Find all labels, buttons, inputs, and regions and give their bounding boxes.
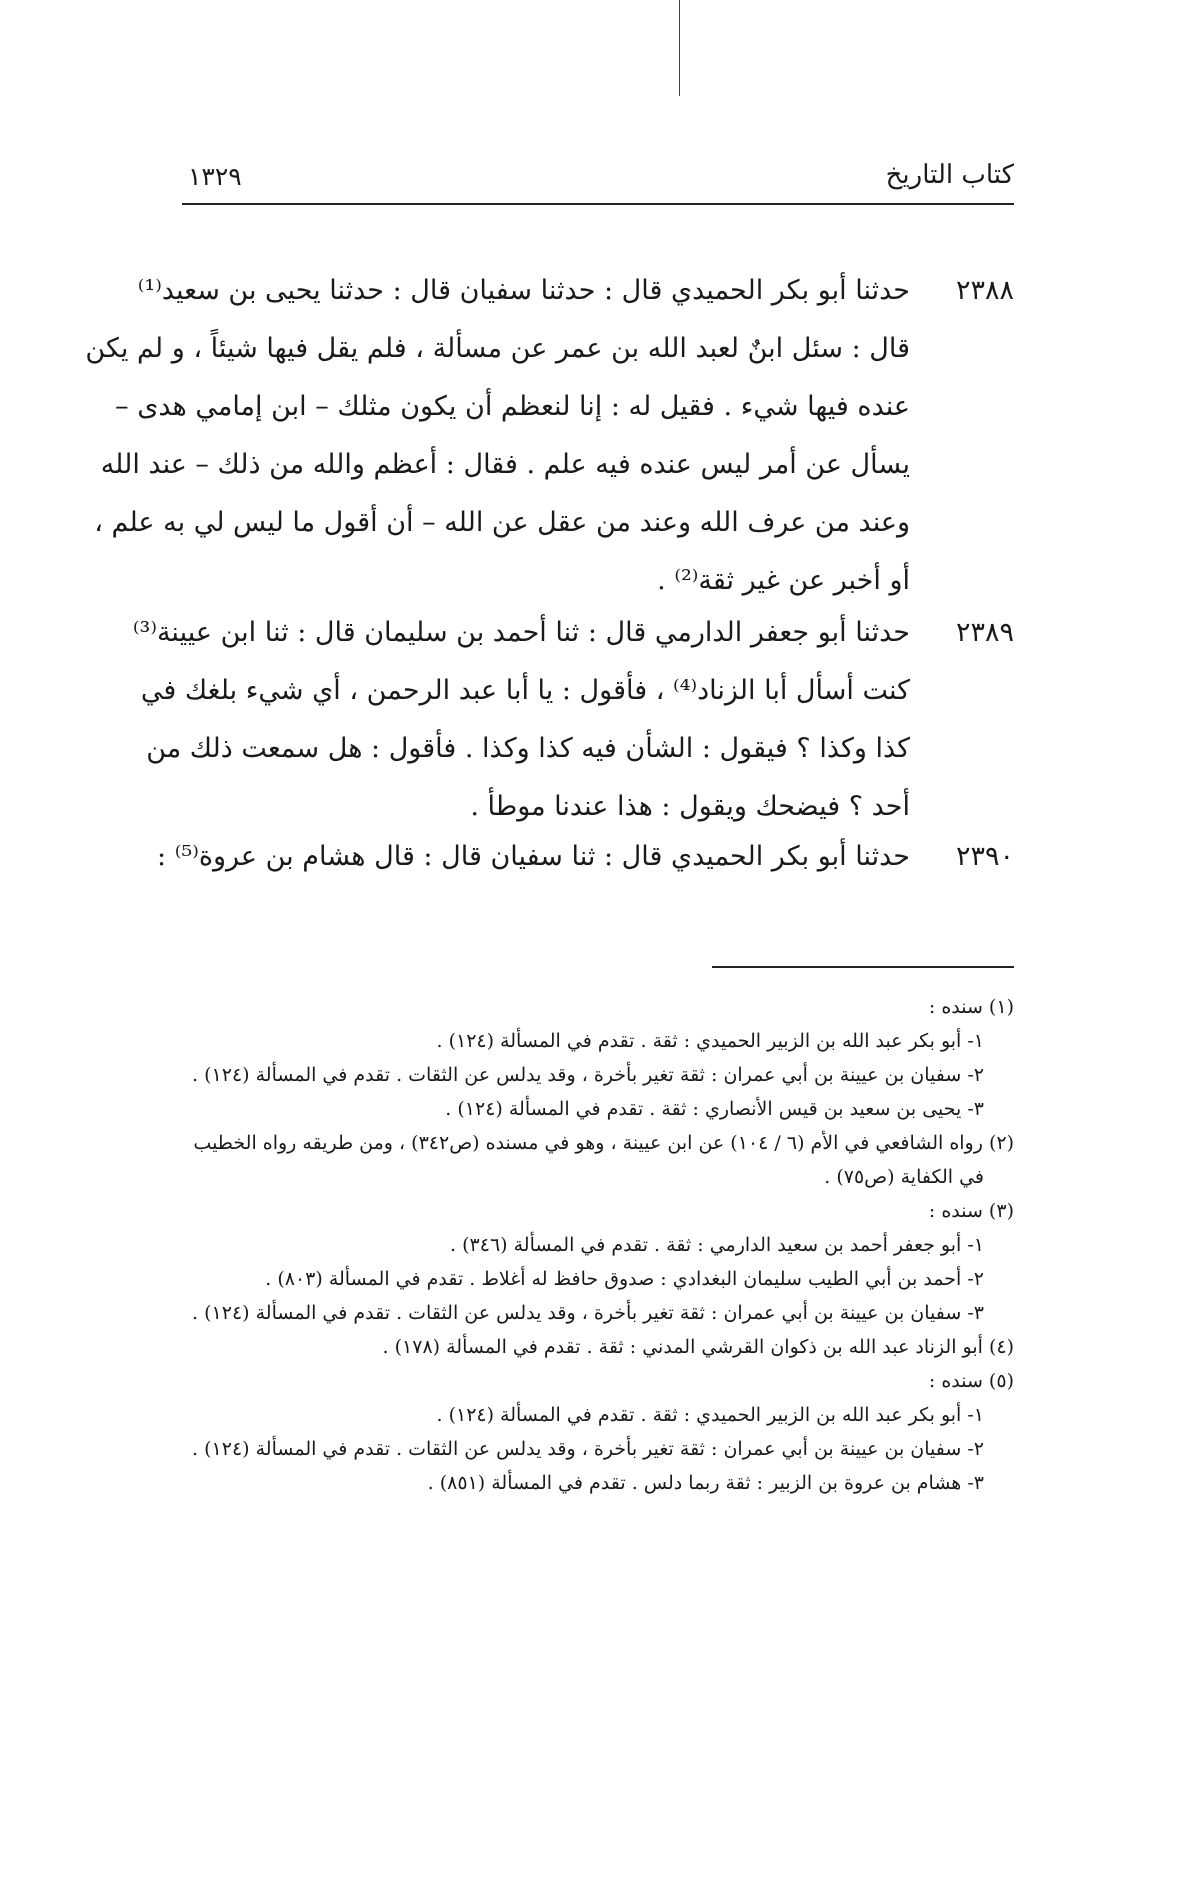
footnote-line: (١) سنده : (928, 996, 1014, 1018)
text-line: وعند من عرف الله وعند من عقل عن الله – أن أقول ما ليس لي به علم ، (94, 507, 910, 538)
binding-line (679, 0, 680, 96)
footnote-line: (٢) رواه الشافعي في الأم (٦ / ١٠٤) عن ابن عيينة ، وهو في مسنده (ص٣٤٢) ، ومن طريقه رواه الخطيب (193, 1132, 1014, 1154)
entry-text (85, 262, 910, 610)
footnote-line: ٢- سفيان بن عيينة بن أبي عمران : ثقة تغير بأخرة ، وقد يدلس عن الثقات . تقدم في المسألة (١٢٤) . (192, 1438, 984, 1460)
footnote-line: ١- أبو بكر عبد الله بن الزبير الحميدي : ثقة . تقدم في المسألة (١٢٤) . (436, 1030, 984, 1052)
text-line: قال : سئل ابنٌ لعبد الله بن عمر عن مسألة ، فلم يقل فيها شيئاً ، و لم يكن (85, 333, 910, 364)
footnote-rule (712, 966, 1014, 968)
footnote-line: ١- أبو جعفر أحمد بن سعيد الدارمي : ثقة . تقدم في المسألة (٣٤٦) . (450, 1234, 984, 1256)
footnote-line: (٣) سنده : (928, 1200, 1014, 1222)
footnote-line: ١- أبو بكر عبد الله بن الزبير الحميدي : ثقة . تقدم في المسألة (١٢٤) . (436, 1404, 984, 1426)
text-line: أحد ؟ فيضحك ويقول : هذا عندنا موطأ . (470, 791, 910, 822)
entry-2390 (157, 828, 1014, 888)
footnote-line: ٣- يحيى بن سعيد بن قيس الأنصاري : ثقة . تقدم في المسألة (١٢٤) . (445, 1098, 984, 1120)
text-line: كنت أسأل أبا الزناد⁽⁴⁾ ، فأقول : يا أبا عبد الرحمن ، أي شيء بلغك في (140, 675, 910, 706)
text-line: يسأل عن أمر ليس عنده فيه علم . فقال : أعظم والله من ذلك – عند الله (100, 449, 910, 480)
text-line: حدثنا أبو بكر الحميدي قال : حدثنا سفيان قال : حدثنا يحيى بن سعيد⁽¹⁾ (137, 275, 910, 306)
entry-number: ٢٣٩٠ (955, 841, 1014, 872)
footnote-line: ٣- سفيان بن عيينة بن أبي عمران : ثقة تغير بأخرة ، وقد يدلس عن الثقات . تقدم في المسألة (١٢٤) . (192, 1302, 984, 1324)
entry-number: ٢٣٨٨ (955, 275, 1014, 306)
book-title: كتاب التاريخ (885, 160, 1014, 190)
footnote-line: ٣- هشام بن عروة بن الزبير : ثقة ربما دلس . تقدم في المسألة (٨٥١) . (427, 1472, 984, 1494)
footnote-line: ٢- سفيان بن عيينة بن أبي عمران : ثقة تغير بأخرة ، وقد يدلس عن الثقات . تقدم في المسألة (١٢٤) . (192, 1064, 984, 1086)
text-line: حدثنا أبو بكر الحميدي قال : ثنا سفيان قال : قال هشام بن عروة⁽⁵⁾ : (157, 841, 910, 872)
footnote-line: (٤) أبو الزناد عبد الله بن ذكوان القرشي المدني : ثقة . تقدم في المسألة (١٧٨) . (382, 1336, 1014, 1358)
entry-text (132, 604, 910, 836)
entry-2389 (132, 604, 1014, 844)
footnotes (182, 990, 1014, 1500)
footnote-line: (٥) سنده : (928, 1370, 1014, 1392)
page-number: ١٣٢٩ (188, 162, 242, 191)
text-line: أو أخبر عن غير ثقة⁽²⁾ . (657, 565, 910, 596)
entry-text (157, 828, 910, 886)
text-line: كذا وكذا ؟ فيقول : الشأن فيه كذا وكذا . فأقول : هل سمعت ذلك من (146, 733, 910, 764)
text-line: عنده فيها شيء . فقيل له : إنا لنعظم أن يكون مثلك – ابن إمامي هدى – (115, 391, 910, 422)
footnote-line: في الكفاية (ص٧٥) . (824, 1166, 984, 1188)
page-header (182, 160, 1014, 206)
text-line: حدثنا أبو جعفر الدارمي قال : ثنا أحمد بن سليمان قال : ثنا ابن عيينة⁽³⁾ (132, 617, 910, 648)
header-rule (182, 203, 1014, 205)
entry-number: ٢٣٨٩ (955, 617, 1014, 648)
footnote-line: ٢- أحمد بن أبي الطيب سليمان البغدادي : صدوق حافظ له أغلاط . تقدم في المسألة (٨٠٣) . (265, 1268, 984, 1290)
entry-2388 (85, 262, 1014, 612)
